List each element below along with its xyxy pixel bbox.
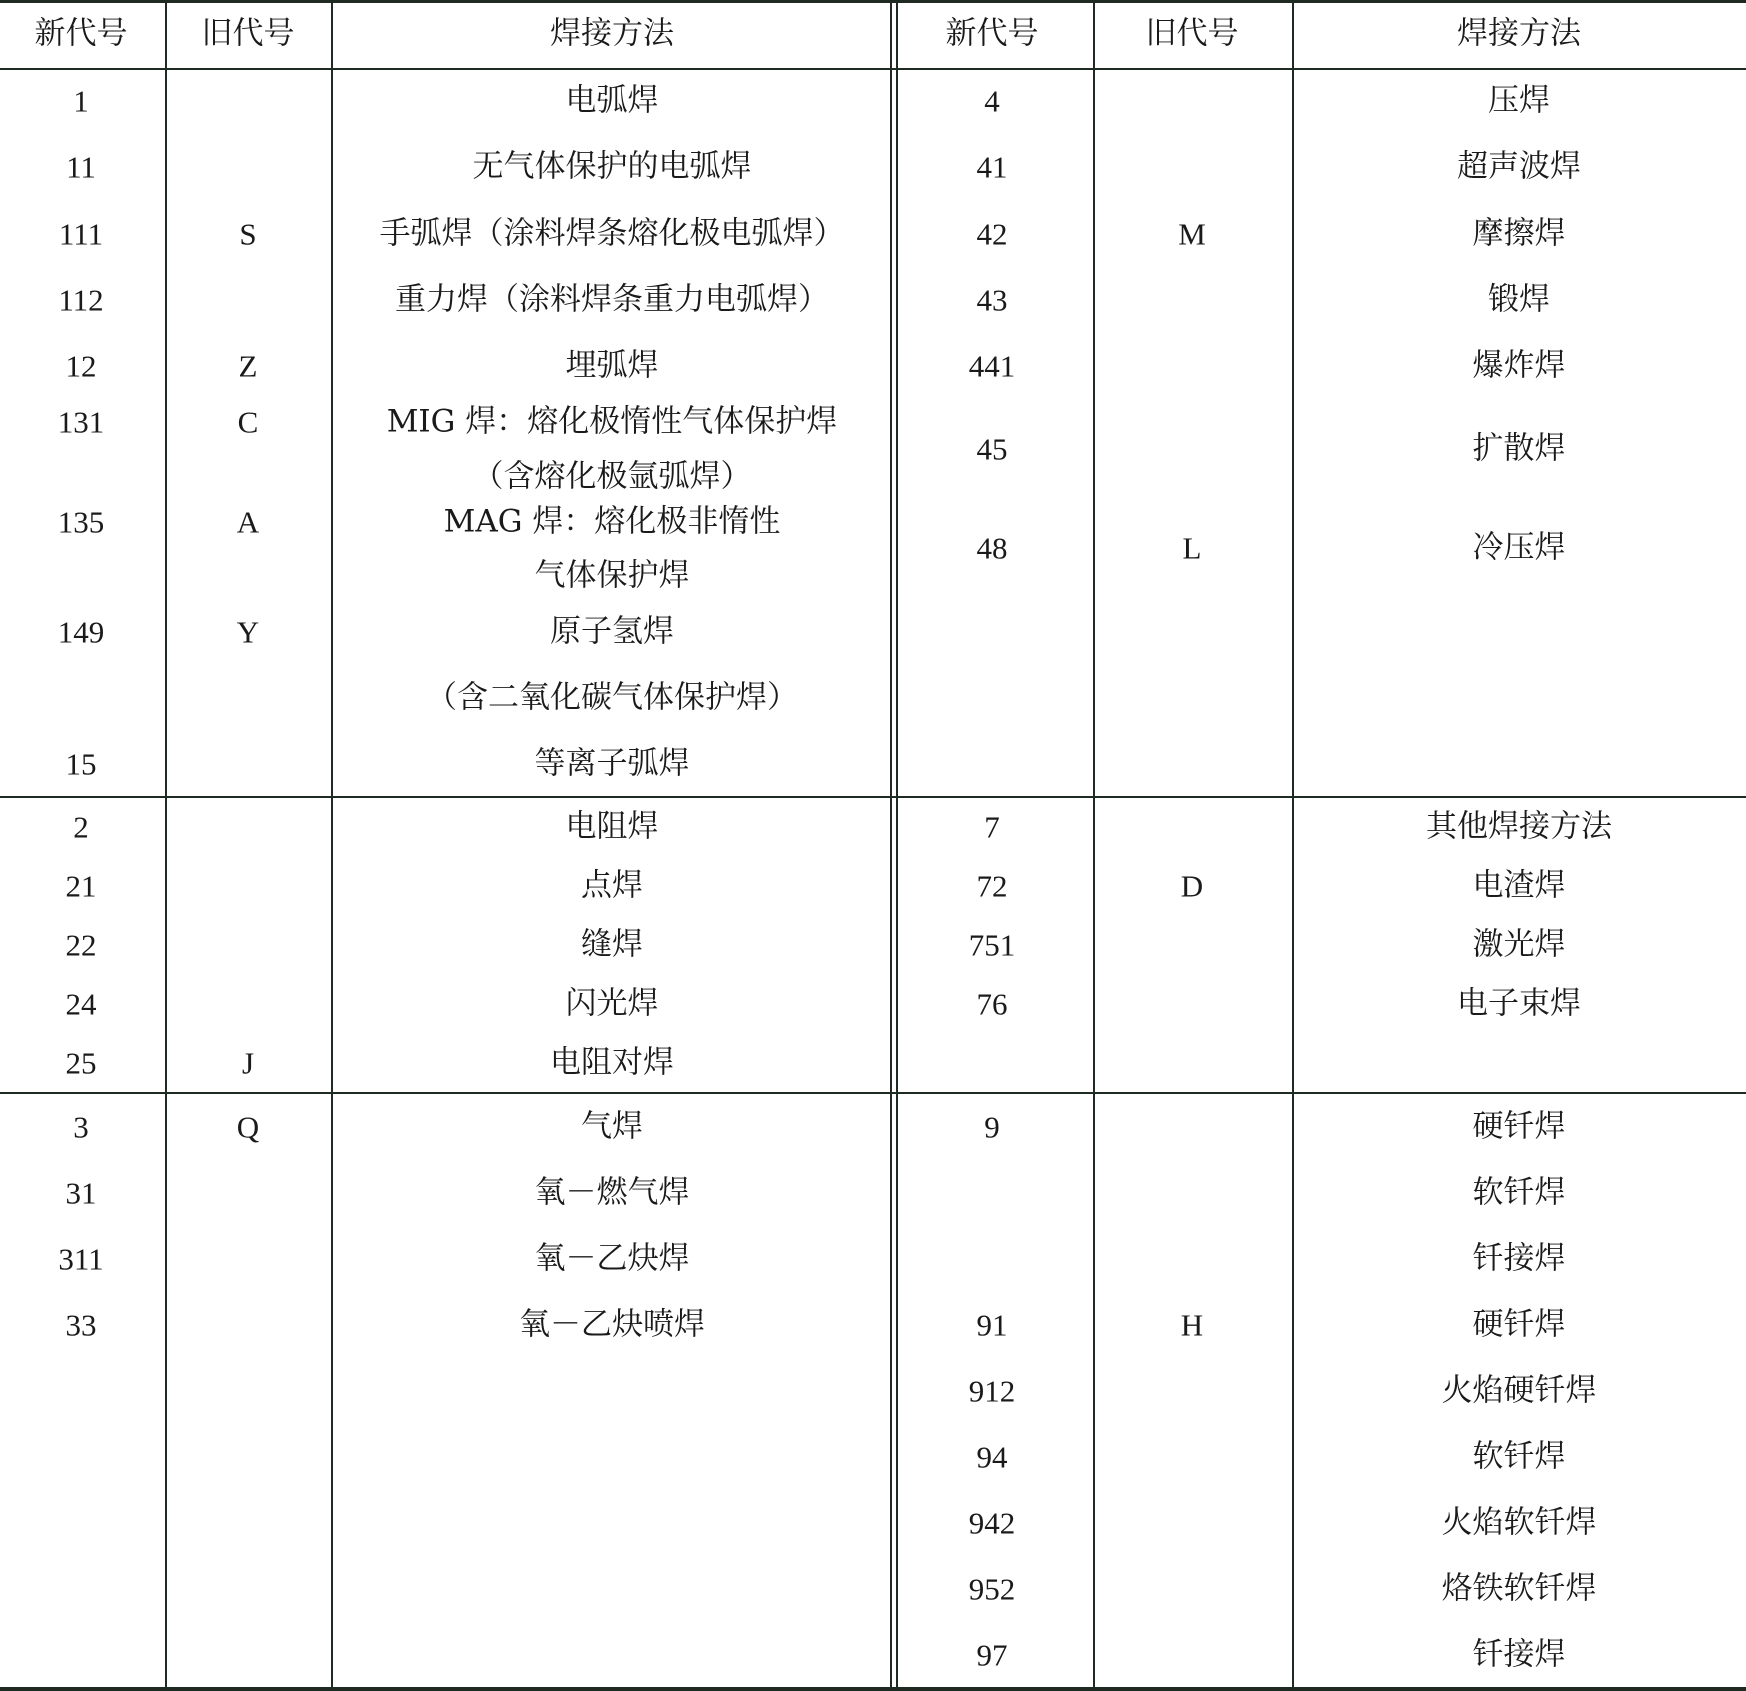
right-old-code: L: [1182, 530, 1202, 566]
header-cell-right-1: 旧代号: [1145, 15, 1239, 52]
left-method: 电弧焊: [565, 82, 659, 119]
left-method: MAG 焊：熔化极非惰性: [443, 503, 781, 540]
left-method: 手弧焊（涂料焊条熔化极电弧焊）: [379, 215, 845, 252]
right-new-code: 97: [976, 1637, 1008, 1673]
left-new-code: 149: [57, 614, 105, 650]
right-new-code: 45: [976, 431, 1008, 467]
left-new-code: 33: [65, 1307, 97, 1343]
left-method: MIG 焊：熔化极惰性气体保护焊: [386, 403, 838, 440]
header-cell-left-2: 焊接方法: [550, 15, 674, 52]
right-new-code: 41: [976, 149, 1008, 185]
left-new-code: 3: [73, 1109, 89, 1145]
header-rule: [0, 68, 1746, 70]
left-new-code: 25: [65, 1045, 97, 1081]
right-old-code: D: [1180, 868, 1204, 904]
right-new-code: 43: [976, 282, 1008, 318]
left-new-code: 15: [65, 746, 97, 782]
right-method: 火焰软钎焊: [1441, 1504, 1597, 1541]
right-method: 摩擦焊: [1472, 215, 1566, 252]
right-method: 硬钎焊: [1472, 1108, 1566, 1145]
left-new-code: 12: [65, 348, 97, 384]
column-rule-2: [331, 0, 333, 1691]
left-method: 原子氢焊: [550, 613, 674, 650]
left-new-code: 112: [58, 282, 104, 318]
right-method: 锻焊: [1488, 281, 1550, 318]
header-cell-left-0: 新代号: [34, 15, 128, 52]
left-old-code: C: [237, 404, 259, 440]
right-new-code: 48: [976, 530, 1008, 566]
left-old-code: J: [241, 1045, 255, 1081]
left-method: 无气体保护的电弧焊: [472, 148, 752, 185]
left-old-code: A: [236, 504, 260, 540]
right-old-code: M: [1178, 216, 1206, 252]
left-new-code: 111: [58, 216, 104, 252]
left-new-code: 31: [65, 1175, 97, 1211]
column-rule-1: [165, 0, 167, 1691]
right-method: 电渣焊: [1472, 867, 1566, 904]
left-method: 氧－燃气焊: [534, 1174, 690, 1211]
right-method: 激光焊: [1472, 926, 1566, 963]
left-new-code: 11: [66, 149, 96, 185]
right-new-code: 91: [976, 1307, 1008, 1343]
right-new-code: 7: [984, 809, 1000, 845]
right-method: 电子束焊: [1457, 985, 1581, 1022]
right-new-code: 942: [968, 1505, 1016, 1541]
top-rule: [0, 0, 1746, 3]
left-new-code: 22: [65, 927, 97, 963]
left-method: 气体保护焊: [534, 557, 690, 594]
right-old-code: H: [1180, 1307, 1204, 1343]
left-old-code: Q: [236, 1109, 260, 1145]
header-cell-left-1: 旧代号: [201, 15, 295, 52]
right-method: 扩散焊: [1472, 430, 1566, 467]
right-new-code: 76: [976, 986, 1008, 1022]
right-method: 钎接焊: [1472, 1240, 1566, 1277]
right-method: 压焊: [1488, 82, 1550, 119]
left-method: 电阻焊: [565, 808, 659, 845]
left-method: （含熔化极氩弧焊）: [472, 458, 752, 495]
right-method: 软钎焊: [1472, 1174, 1566, 1211]
left-method: （含二氧化碳气体保护焊）: [426, 679, 798, 716]
right-method: 火焰硬钎焊: [1441, 1372, 1597, 1409]
left-old-code: S: [239, 216, 257, 252]
header-cell-right-0: 新代号: [945, 15, 1039, 52]
section-rule-2: [0, 1092, 1746, 1094]
right-new-code: 9: [984, 1109, 1000, 1145]
left-new-code: 311: [58, 1241, 104, 1277]
left-new-code: 131: [57, 404, 105, 440]
center-rule-b: [896, 0, 898, 1691]
left-method: 点焊: [581, 867, 643, 904]
left-old-code: Z: [238, 348, 258, 384]
right-new-code: 42: [976, 216, 1008, 252]
column-rule-4: [1093, 0, 1095, 1691]
left-new-code: 135: [57, 504, 105, 540]
left-old-code: Y: [236, 614, 260, 650]
right-new-code: 751: [968, 927, 1016, 963]
left-method: 等离子弧焊: [534, 745, 690, 782]
left-method: 氧－乙炔喷焊: [519, 1306, 705, 1343]
right-method: 爆炸焊: [1472, 347, 1566, 384]
right-method: 其他焊接方法: [1426, 808, 1612, 845]
right-new-code: 912: [968, 1373, 1016, 1409]
right-method: 钎接焊: [1472, 1636, 1566, 1673]
right-new-code: 4: [984, 83, 1000, 119]
left-method: 重力焊（涂料焊条重力电弧焊）: [395, 281, 829, 318]
right-method: 超声波焊: [1457, 148, 1581, 185]
right-method: 冷压焊: [1472, 529, 1566, 566]
right-method: 硬钎焊: [1472, 1306, 1566, 1343]
left-method: 埋弧焊: [565, 347, 659, 384]
right-method: 烙铁软钎焊: [1441, 1570, 1597, 1607]
left-method: 氧－乙炔焊: [534, 1240, 690, 1277]
left-method: 电阻对焊: [550, 1044, 674, 1081]
section-rule-1: [0, 796, 1746, 798]
left-method: 缝焊: [581, 926, 643, 963]
header-cell-right-2: 焊接方法: [1457, 15, 1581, 52]
left-new-code: 21: [65, 868, 97, 904]
left-method: 气焊: [581, 1108, 643, 1145]
left-new-code: 2: [73, 809, 89, 845]
left-new-code: 1: [73, 83, 89, 119]
right-method: 软钎焊: [1472, 1438, 1566, 1475]
right-new-code: 94: [976, 1439, 1008, 1475]
bottom-rule: [0, 1687, 1746, 1691]
column-rule-5: [1292, 0, 1294, 1691]
right-new-code: 952: [968, 1571, 1016, 1607]
left-method: 闪光焊: [565, 985, 659, 1022]
left-new-code: 24: [65, 986, 97, 1022]
right-new-code: 72: [976, 868, 1008, 904]
center-rule-a: [890, 0, 892, 1691]
right-new-code: 441: [968, 348, 1016, 384]
